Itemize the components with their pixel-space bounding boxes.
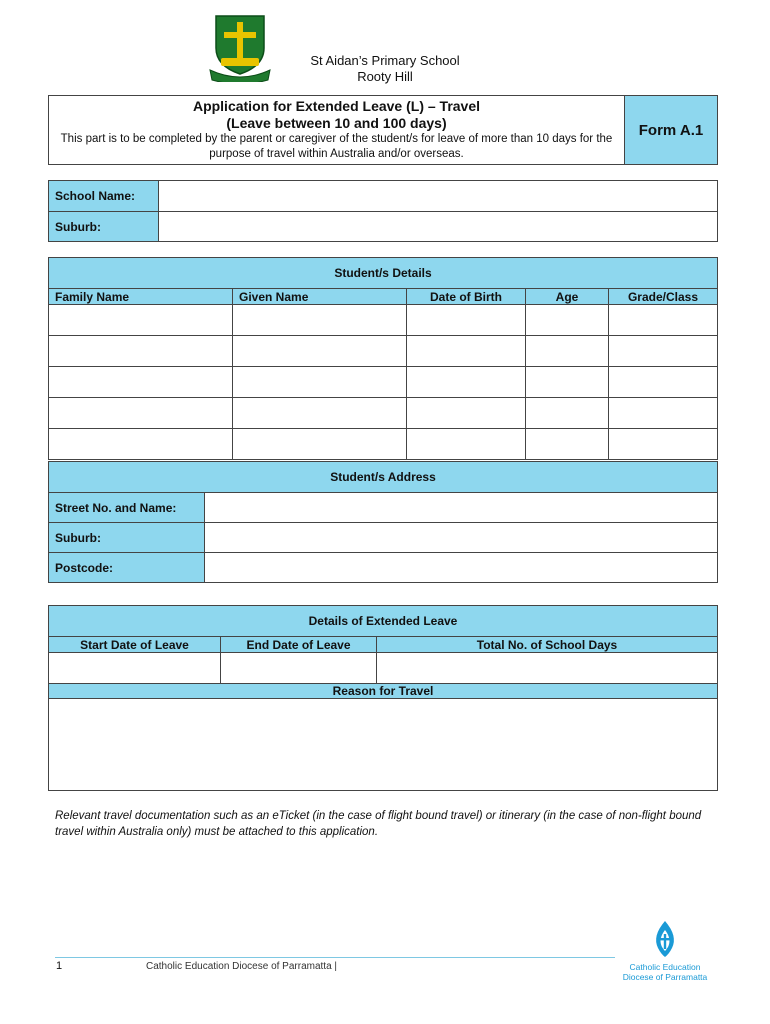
col-age: Age	[526, 289, 609, 305]
col-family-name: Family Name	[49, 289, 233, 305]
student-address-heading: Student/s Address	[49, 462, 718, 493]
age-cell[interactable]	[526, 367, 609, 398]
table-row	[49, 305, 718, 336]
footer-rule	[55, 957, 615, 958]
col-date-of-birth: Date of Birth	[407, 289, 526, 305]
form-id: Form A.1	[625, 96, 718, 165]
school-name-label: School Name:	[49, 181, 159, 212]
table-row	[49, 429, 718, 460]
reason-heading: Reason for Travel	[49, 684, 718, 699]
street-field[interactable]	[205, 493, 718, 523]
grade-cell[interactable]	[609, 429, 718, 460]
attachment-note: Relevant travel documentation such as an eTicket (in the case of flight bound travel) or itinerary (in the case of non-flight bound travel within Australia only) must be attached to this application.	[55, 810, 702, 838]
table-row	[49, 367, 718, 398]
logo-line-2: Diocese of Parramatta	[622, 972, 708, 982]
school-location: Rooty Hill	[357, 69, 413, 84]
given-name-cell[interactable]	[233, 305, 407, 336]
age-cell[interactable]	[526, 398, 609, 429]
school-name: St Aidan’s Primary School	[310, 53, 460, 68]
form-header	[48, 95, 718, 165]
suburb-field[interactable]	[159, 212, 718, 242]
form-description: This part is to be completed by the parent or caregiver of the student/s for leave of more than 10 days for the	[60, 133, 613, 145]
given-name-cell[interactable]	[233, 429, 407, 460]
family-name-cell[interactable]	[49, 429, 233, 460]
dob-cell[interactable]	[407, 429, 526, 460]
given-name-cell[interactable]	[233, 398, 407, 429]
address-suburb-label: Suburb:	[49, 523, 205, 553]
family-name-cell[interactable]	[49, 367, 233, 398]
postcode-label: Postcode:	[49, 553, 205, 583]
dob-cell[interactable]	[407, 305, 526, 336]
grade-cell[interactable]	[609, 367, 718, 398]
diocese-logo	[620, 920, 710, 982]
dob-cell[interactable]	[407, 336, 526, 367]
school-details-table	[48, 180, 718, 242]
table-row	[49, 336, 718, 367]
grade-cell[interactable]	[609, 336, 718, 367]
school-crest	[208, 14, 272, 82]
logo-line-1: Catholic Education	[629, 962, 701, 972]
col-given-name: Given Name	[233, 289, 407, 305]
family-name-cell[interactable]	[49, 305, 233, 336]
reason-field[interactable]	[49, 699, 718, 791]
form-title: Application for Extended Leave (L) – Travel	[192, 98, 481, 114]
age-cell[interactable]	[526, 336, 609, 367]
address-suburb-field[interactable]	[205, 523, 718, 553]
end-date-field[interactable]	[221, 653, 377, 684]
family-name-cell[interactable]	[49, 398, 233, 429]
family-name-cell[interactable]	[49, 336, 233, 367]
table-row	[49, 398, 718, 429]
student-details-table	[48, 257, 718, 460]
age-cell[interactable]	[526, 429, 609, 460]
dob-cell[interactable]	[407, 398, 526, 429]
street-label: Street No. and Name:	[49, 493, 205, 523]
school-name-field[interactable]	[159, 181, 718, 212]
col-end-date: End Date of Leave	[221, 637, 377, 653]
footer-org: Catholic Education Diocese of Parramatta |	[146, 961, 338, 972]
grade-cell[interactable]	[609, 398, 718, 429]
form-description-2: purpose of travel within Australia and/or overseas.	[209, 148, 464, 160]
col-grade-class: Grade/Class	[609, 289, 718, 305]
age-cell[interactable]	[526, 305, 609, 336]
grade-cell[interactable]	[609, 305, 718, 336]
total-days-field[interactable]	[377, 653, 718, 684]
start-date-field[interactable]	[49, 653, 221, 684]
given-name-cell[interactable]	[233, 336, 407, 367]
col-total-days: Total No. of School Days	[377, 637, 718, 653]
crest-icon	[208, 14, 272, 82]
page-number: 1	[56, 960, 63, 972]
suburb-label: Suburb:	[49, 212, 159, 242]
student-address-table	[48, 461, 718, 583]
given-name-cell[interactable]	[233, 367, 407, 398]
leave-details-table	[48, 605, 718, 791]
student-details-heading: Student/s Details	[49, 258, 718, 289]
postcode-field[interactable]	[205, 553, 718, 583]
flame-icon	[648, 920, 682, 958]
col-start-date: Start Date of Leave	[49, 637, 221, 653]
dob-cell[interactable]	[407, 367, 526, 398]
leave-details-heading: Details of Extended Leave	[49, 606, 718, 637]
form-subtitle: (Leave between 10 and 100 days)	[226, 115, 447, 131]
